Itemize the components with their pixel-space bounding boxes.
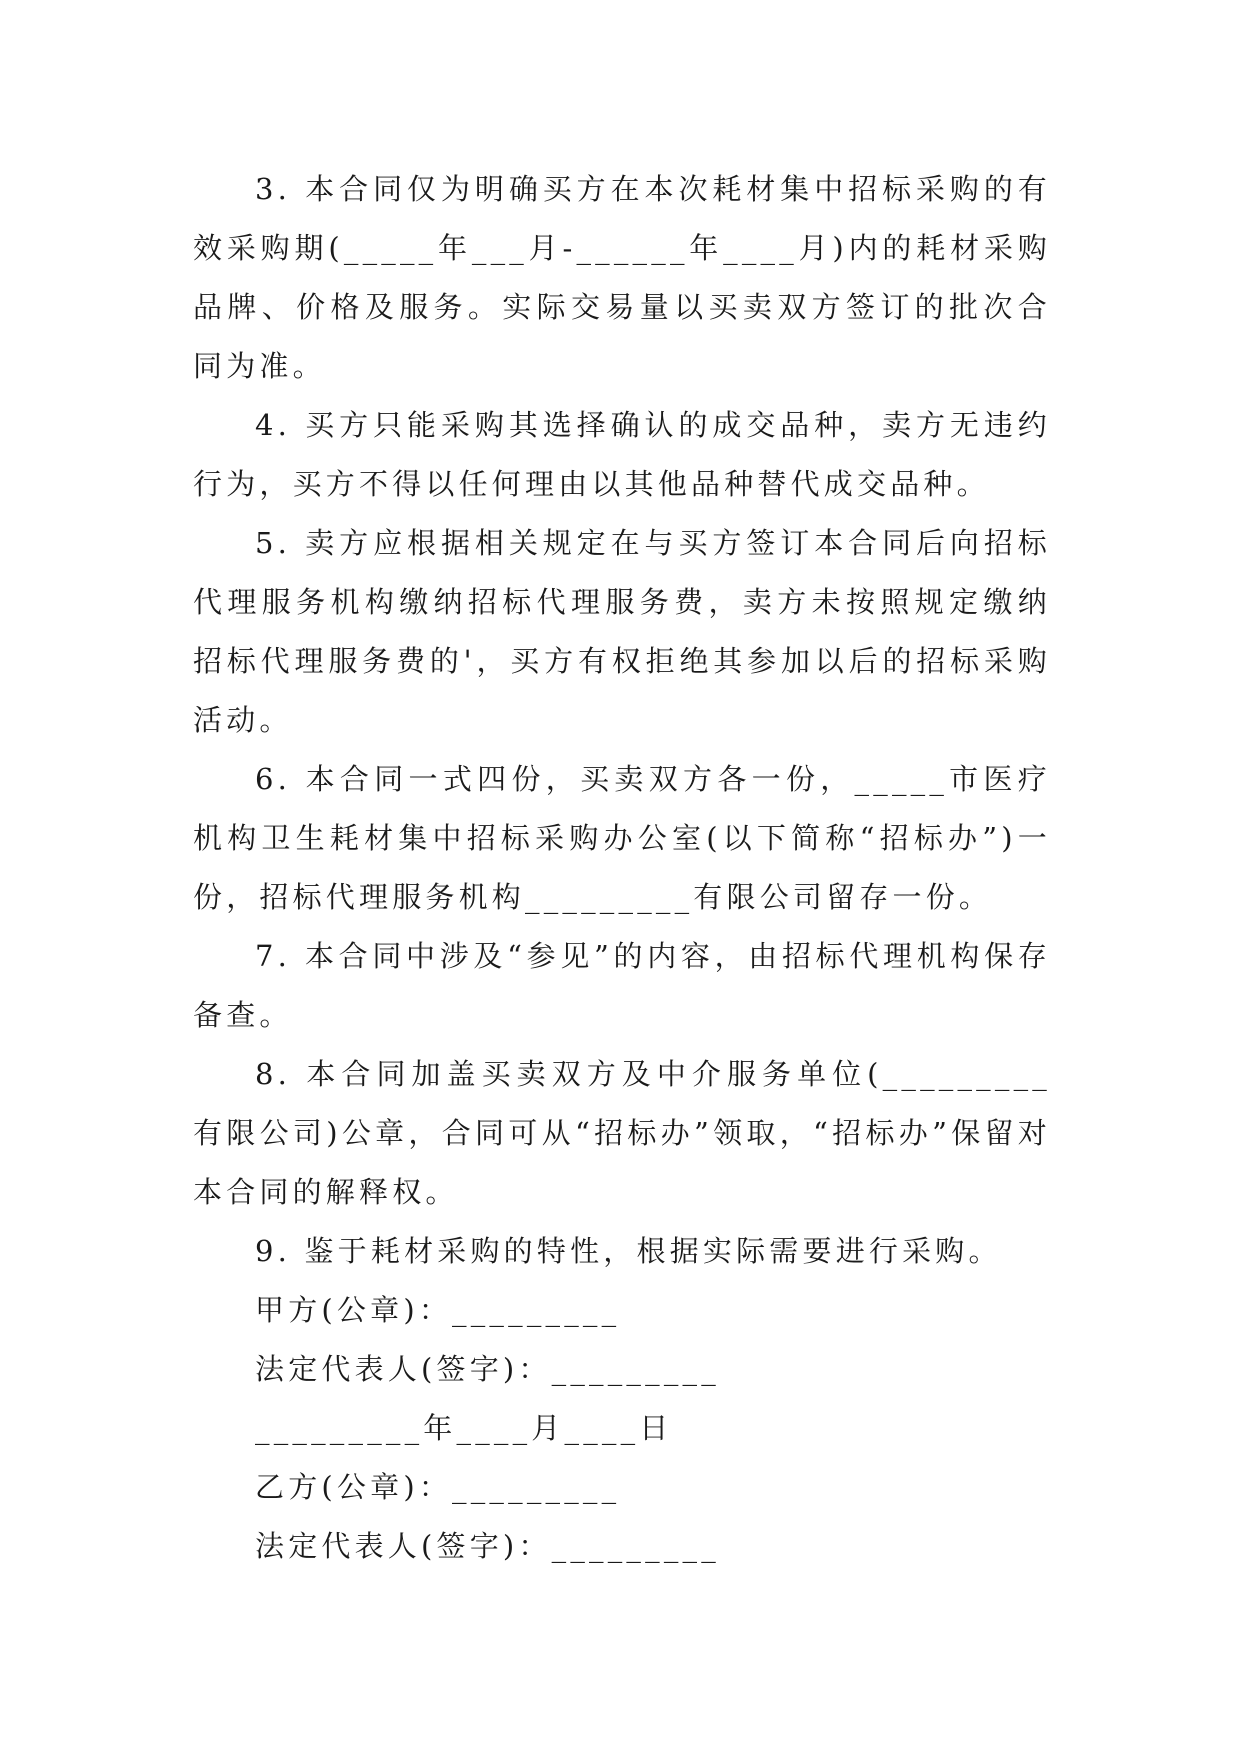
clause-6: 6. 本合同一式四份，买卖双方各一份，_____市医疗机构卫生耗材集中招标采购办公室(以下简称“招标办”)一份，招标代理服务机构_________有限公司留存一份。 [193, 762, 1051, 914]
signature-block [193, 1281, 1051, 1576]
party-a-representative: 法定代表人(签字)：_________ [255, 1352, 720, 1386]
clause-7: 7. 本合同中涉及“参见”的内容，由招标代理机构保存备查。 [193, 939, 1051, 1032]
clause-3: 3. 本合同仅为明确买方在本次耗材集中招标采购的有效采购期(_____年___月-______年____月)内的耗材采购品牌、价格及服务。实际交易量以买卖双方签订的批次合同为准。 [193, 172, 1051, 383]
clause-8: 8. 本合同加盖买卖双方及中介服务单位(_________有限公司)公章，合同可从“招标办”领取，“招标办”保留对本合同的解释权。 [193, 1057, 1051, 1209]
clause-4: 4. 买方只能采购其选择确认的成交品种，卖方无违约行为，买方不得以任何理由以其他品种替代成交品种。 [193, 408, 1051, 501]
clause-5: 5. 卖方应根据相关规定在与买方签订本合同后向招标代理服务机构缴纳招标代理服务费，卖方未按照规定缴纳招标代理服务费的'，买方有权拒绝其参加以后的招标采购活动。 [193, 526, 1051, 737]
party-b-seal: 乙方(公章)：_________ [255, 1470, 621, 1504]
contract-page [193, 160, 1051, 1576]
signing-date: _________年____月____日 [255, 1411, 673, 1445]
party-b-representative: 法定代表人(签字)：_________ [255, 1529, 720, 1563]
clause-9: 9. 鉴于耗材采购的特性，根据实际需要进行采购。 [255, 1234, 1002, 1268]
party-a-seal: 甲方(公章)：_________ [255, 1293, 621, 1327]
